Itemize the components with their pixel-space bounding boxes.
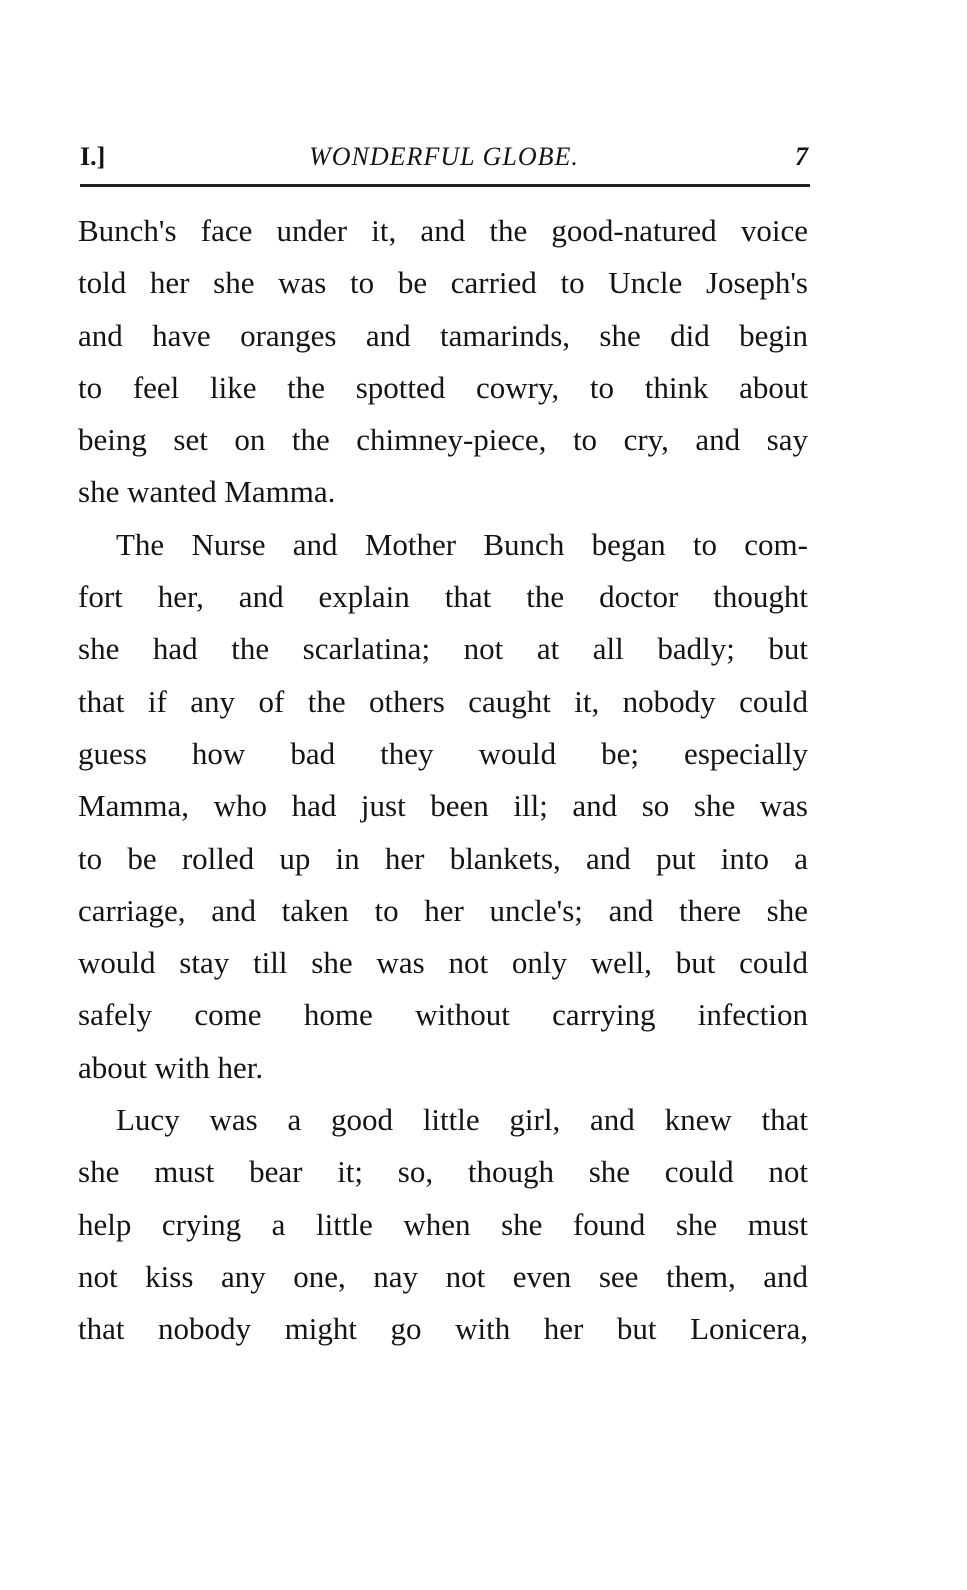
header-rule [80, 184, 810, 187]
text-line: about with her. [78, 1049, 264, 1085]
text-line: that nobody might go with her but Lonicera, [78, 1311, 808, 1347]
text-line: she must bear it; so, though she could not [78, 1154, 808, 1190]
chapter-marker: I.] [80, 142, 106, 171]
paragraph-2 [78, 519, 808, 1094]
text-line: carriage, and taken to her uncle's; and there she [78, 892, 808, 928]
paragraph-1 [78, 205, 808, 519]
text-line: fort her, and explain that the doctor thought [78, 579, 808, 615]
text-line: to be rolled up in her blankets, and put into a [78, 840, 808, 876]
page-number: 7 [795, 142, 808, 171]
text-line: Mamma, who had just been ill; and so she was [78, 788, 808, 824]
text-line: she had the scarlatina; not at all badly; but [78, 631, 808, 667]
text-line: guess how bad they would be; especially [78, 735, 808, 771]
running-header [80, 138, 808, 178]
paragraph-3 [78, 1094, 808, 1355]
page-body [78, 205, 808, 1356]
text-line: and have oranges and tamarinds, she did begin [78, 317, 808, 353]
text-line: being set on the chimney-piece, to cry, and say [78, 422, 808, 458]
text-line: Bunch's face under it, and the good-natured voice [78, 213, 808, 248]
text-line: would stay till she was not only well, but could [78, 945, 808, 981]
text-line: not kiss any one, nay not even see them, and [78, 1258, 808, 1294]
text-line: told her she was to be carried to Uncle Joseph's [78, 265, 808, 301]
text-line: to feel like the spotted cowry, to think about [78, 369, 808, 405]
running-title: WONDERFUL GLOBE. [309, 142, 579, 171]
text-line: help crying a little when she found she must [78, 1206, 808, 1242]
text-line: Lucy was a good little girl, and knew that [116, 1102, 808, 1138]
text-line: she wanted Mamma. [78, 474, 336, 510]
text-line: that if any of the others caught it, nobody could [78, 683, 808, 719]
text-line: safely come home without carrying infection [78, 997, 808, 1033]
text-line: The Nurse and Mother Bunch began to com- [116, 526, 808, 562]
